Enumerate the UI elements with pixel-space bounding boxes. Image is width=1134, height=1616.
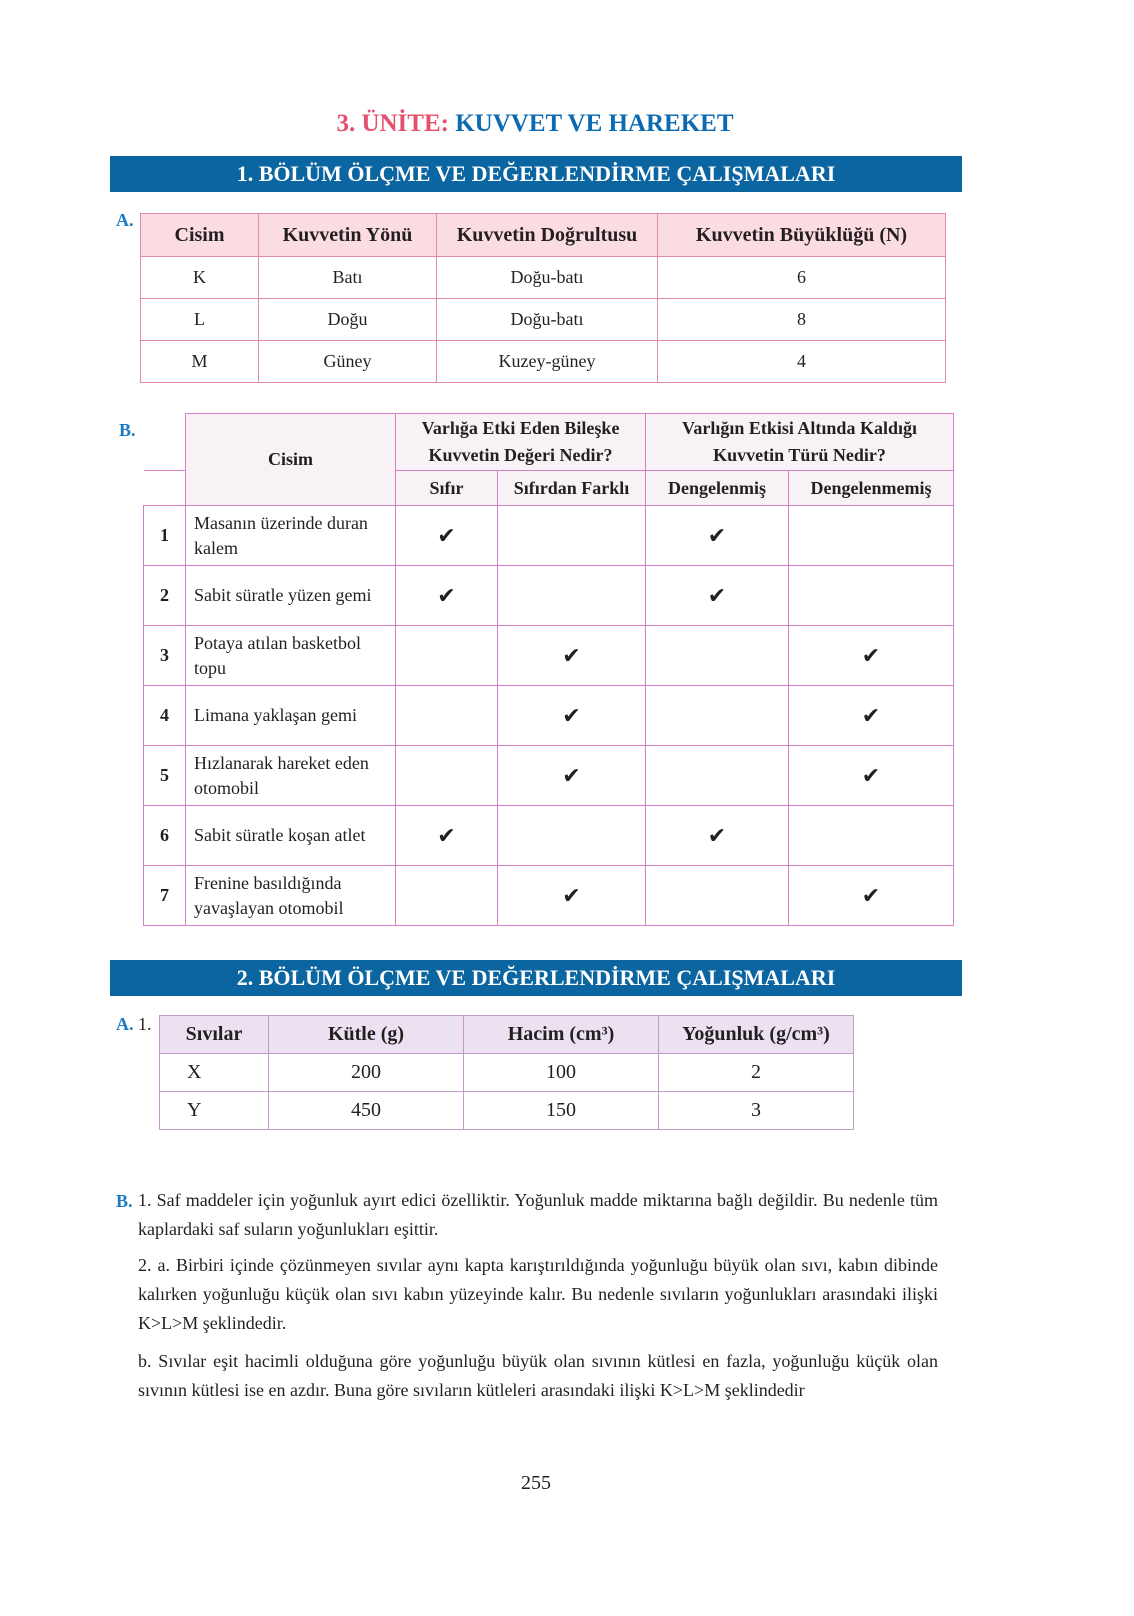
table-cell: X — [160, 1054, 269, 1092]
table-cell: 3 — [659, 1092, 854, 1130]
row-number: 6 — [144, 806, 186, 866]
table-row — [144, 806, 954, 866]
part-a-label: A. — [116, 210, 134, 230]
row-number: 2 — [144, 566, 186, 626]
answer-paragraph-1: 1. Saf maddeler için yoğunluk ayırt edici özelliktir. Yoğunluk madde miktarına bağlı değildir. Bu nedenle tüm kaplardaki saf suların yoğunlukları eşittir. — [138, 1190, 938, 1239]
empty-cell — [396, 626, 498, 686]
table-row — [144, 866, 954, 926]
object-name: Frenine basıldığında yavaşlayan otomobil — [186, 866, 396, 926]
table-row — [160, 1092, 854, 1130]
checkmark-icon: ✔ — [498, 626, 646, 686]
checkmark-icon: ✔ — [498, 746, 646, 806]
table-row — [141, 257, 946, 299]
force-type-table — [143, 413, 954, 926]
checkmark-icon: ✔ — [789, 686, 954, 746]
table-row — [141, 341, 946, 383]
table-cell: Güney — [259, 341, 437, 383]
table-cell: Doğu — [259, 299, 437, 341]
table-cell: 8 — [658, 299, 946, 341]
subheader: Dengelenmemiş — [789, 471, 954, 506]
subheader: Dengelenmiş — [646, 471, 789, 506]
checkmark-icon: ✔ — [646, 506, 789, 566]
table-row — [144, 626, 954, 686]
column-header: Kuvvetin Yönü — [259, 214, 437, 257]
table-cell: Doğu-batı — [437, 257, 658, 299]
row-number: 5 — [144, 746, 186, 806]
table-row — [144, 686, 954, 746]
checkmark-icon: ✔ — [396, 566, 498, 626]
empty-cell — [498, 806, 646, 866]
table-row — [160, 1054, 854, 1092]
table-cell: 450 — [269, 1092, 464, 1130]
checkmark-icon: ✔ — [789, 866, 954, 926]
column-header: Cisim — [141, 214, 259, 257]
table-cell: 4 — [658, 341, 946, 383]
object-name: Masanın üzerinde duran kalem — [186, 506, 396, 566]
table-row — [144, 506, 954, 566]
column-header: Yoğunluk (g/cm³) — [659, 1016, 854, 1054]
checkmark-icon: ✔ — [498, 686, 646, 746]
empty-cell — [789, 806, 954, 866]
object-name: Sabit süratle yüzen gemi — [186, 566, 396, 626]
column-header: Sıvılar — [160, 1016, 269, 1054]
checkmark-icon: ✔ — [396, 806, 498, 866]
empty-cell — [646, 626, 789, 686]
answer-paragraph-2a: 2. a. Birbiri içinde çözünmeyen sıvılar aynı kapta karıştırıldığında yoğunluğu büyük olan sıvı, kabın dibinde kalırken yoğunluğu küçük olan sıvı kabın yüzeyinde kalır. Bu nedenle sıvıların yoğunlukları arasındaki ilişki K>L>M şeklindedir. — [138, 1255, 938, 1333]
checkmark-icon: ✔ — [646, 806, 789, 866]
column-header: Hacim (cm³) — [464, 1016, 659, 1054]
row-number: 7 — [144, 866, 186, 926]
empty-cell — [396, 746, 498, 806]
header-group-net-force: Varlığa Etki Eden Bileşke Kuvvetin Değeri Nedir? — [396, 414, 646, 471]
subheader: Sıfır — [396, 471, 498, 506]
unit-number: 3. ÜNİTE: — [336, 110, 449, 137]
table-cell: M — [141, 341, 259, 383]
part-a2-number: 1. — [138, 1014, 152, 1034]
table-cell: 200 — [269, 1054, 464, 1092]
column-header: Kuvvetin Doğrultusu — [437, 214, 658, 257]
empty-cell — [646, 746, 789, 806]
empty-cell — [789, 506, 954, 566]
object-name: Potaya atılan basketbol topu — [186, 626, 396, 686]
row-number: 4 — [144, 686, 186, 746]
unit-title — [0, 110, 1070, 138]
blank-corner — [144, 471, 186, 506]
section1-banner: 1. BÖLÜM ÖLÇME VE DEĞERLENDİRME ÇALIŞMALARI — [110, 156, 962, 192]
checkmark-icon: ✔ — [789, 746, 954, 806]
empty-cell — [396, 686, 498, 746]
blank-corner — [144, 414, 186, 471]
part-a2-label — [116, 1014, 152, 1035]
table-row — [141, 299, 946, 341]
empty-cell — [646, 866, 789, 926]
table-cell: K — [141, 257, 259, 299]
object-name: Sabit süratle koşan atlet — [186, 806, 396, 866]
table-cell: Y — [160, 1092, 269, 1130]
checkmark-icon: ✔ — [646, 566, 789, 626]
row-number: 3 — [144, 626, 186, 686]
force-table — [140, 213, 946, 383]
empty-cell — [498, 566, 646, 626]
subheader: Sıfırdan Farklı — [498, 471, 646, 506]
empty-cell — [396, 866, 498, 926]
checkmark-icon: ✔ — [789, 626, 954, 686]
table-cell: 150 — [464, 1092, 659, 1130]
table-cell: Batı — [259, 257, 437, 299]
unit-name: KUVVET VE HAREKET — [455, 110, 734, 137]
empty-cell — [498, 506, 646, 566]
object-name: Hızlanarak hareket eden otomobil — [186, 746, 396, 806]
column-header: Kütle (g) — [269, 1016, 464, 1054]
part-a2-letter: A. — [116, 1014, 134, 1034]
table-cell: L — [141, 299, 259, 341]
column-header: Kuvvetin Büyüklüğü (N) — [658, 214, 946, 257]
empty-cell — [646, 686, 789, 746]
answer-paragraph-2b: b. Sıvılar eşit hacimli olduğuna göre yoğunluğu büyük olan sıvının kütlesi en fazla, yoğunluğu küçük olan sıvının kütlesi ise en azdır. Buna göre sıvıların kütleleri arasındaki ilişki K>L>M şeklindedir — [138, 1351, 938, 1400]
header-cisim: Cisim — [186, 414, 396, 506]
table-cell: 2 — [659, 1054, 854, 1092]
checkmark-icon: ✔ — [396, 506, 498, 566]
table-cell: 100 — [464, 1054, 659, 1092]
table-row — [144, 746, 954, 806]
row-number: 1 — [144, 506, 186, 566]
table-cell: Kuzey-güney — [437, 341, 658, 383]
table-row — [144, 566, 954, 626]
header-group-force-type: Varlığın Etkisi Altında Kaldığı Kuvvetin Türü Nedir? — [646, 414, 954, 471]
table-cell: 6 — [658, 257, 946, 299]
object-name: Limana yaklaşan gemi — [186, 686, 396, 746]
empty-cell — [789, 566, 954, 626]
page-number: 255 — [521, 1472, 551, 1494]
part-b-label: B. — [119, 420, 136, 440]
checkmark-icon: ✔ — [498, 866, 646, 926]
density-table — [159, 1015, 854, 1130]
part-b2-label: B. — [116, 1191, 133, 1211]
table-cell: Doğu-batı — [437, 299, 658, 341]
section2-banner: 2. BÖLÜM ÖLÇME VE DEĞERLENDİRME ÇALIŞMALARI — [110, 960, 962, 996]
